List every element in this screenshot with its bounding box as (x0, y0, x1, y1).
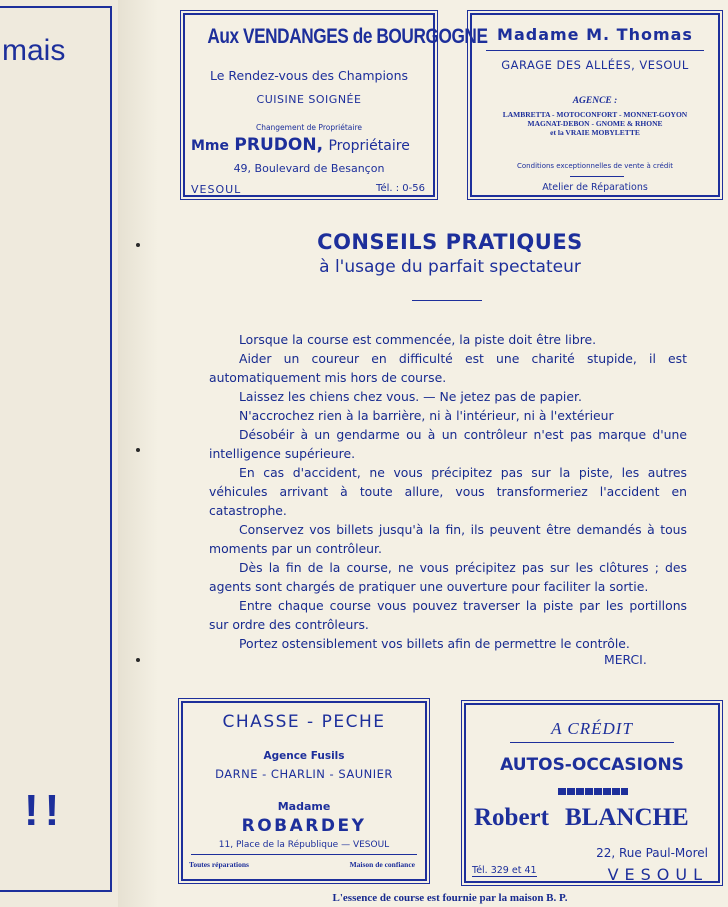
ad-madame-thomas (470, 13, 720, 197)
ad-brand-names: DARNE - CHARLIN - SAUNIER (215, 767, 393, 781)
ad-owner-last-name: BLANCHE (564, 804, 689, 831)
ad-vendanges-de-bourgogne (183, 13, 488, 197)
rule-paragraph: Dès la fin de la course, ne vous précipitez pas sur les clôtures ; des agents sont chargés de pratiquer une ouverture pour faciliter la sortie. (209, 560, 687, 594)
rule-paragraph: Entre chaque course vous pouvez traverser la piste par les portillons sur ordre des contrôleurs. (209, 598, 687, 632)
ad-proprietor-name: ROBARDEY (241, 816, 367, 836)
ad-agence: Agence Fusils (263, 750, 345, 762)
ad-city: VESOUL (607, 865, 708, 884)
ad-address: 11, Place de la République — VESOUL (218, 840, 390, 850)
ad-credit: A CRÉDIT (551, 719, 633, 738)
ad-brands-line: LAMBRETTA - MOTOCONFORT - MONNET-GOYON (502, 110, 688, 119)
ad-telephone: Tél. 329 et 41 (472, 865, 537, 876)
ad-owner-name (474, 804, 712, 832)
rule-paragraph: N'accrochez rien à la barrière, ni à l'intérieur, ni à l'extérieur (239, 408, 614, 423)
ad-title: CHASSE - PECHE (222, 712, 386, 732)
ad-divider (486, 50, 704, 51)
ad-title: Madame M. Thomas (497, 25, 693, 44)
footer-note: L'essence de course est fournie par la maison B. P. (332, 892, 568, 904)
ad-proprietor (191, 135, 429, 155)
ad-conditions: Conditions exceptionnelles de vente à crédit (517, 162, 673, 170)
previous-page-strip (0, 0, 119, 907)
ad-divider (191, 854, 417, 855)
ad-subtitle: Le Rendez-vous des Champions (209, 68, 409, 83)
binding-dot (136, 448, 140, 452)
ad-city: VESOUL (191, 183, 242, 196)
ad-telephone: Tél. : 0-56 (376, 183, 425, 194)
ad-robert-blanche (464, 703, 720, 883)
ad-credit-underline (510, 742, 674, 743)
notice-title-rule (412, 300, 482, 301)
ad-address: 22, Rue Paul-Morel (596, 846, 708, 860)
rule-paragraph: En cas d'accident, ne vous précipitez pas sur la piste, les autres véhicules arrivant à toute allure, vous transformeriez l'accident en catastrophe. (209, 465, 687, 518)
rule-paragraph: Laissez les chiens chez vous. — Ne jetez pas de papier. (239, 389, 582, 404)
notice-subtitle: à l'usage du parfait spectateur (319, 257, 581, 277)
ad-decorative-bar (558, 788, 628, 795)
previous-page-exclamation: !! (24, 786, 66, 835)
ad-proprietor-title: Madame (277, 800, 331, 813)
ad-owner-first-name: Robert (474, 804, 549, 831)
previous-page-border (0, 6, 112, 892)
notice-title: CONSEILS PRATIQUES (317, 230, 583, 254)
rule-paragraph: Conservez vos billets jusqu'à la fin, ils peuvent être demandés à tous moments par un contrôleur. (209, 522, 687, 556)
binding-dot (136, 658, 140, 662)
page-fold (118, 0, 158, 907)
rule-paragraph: Portez ostensiblement vos billets afin de permettre le contrôle. (239, 636, 630, 651)
rule-paragraph: Désobéir à un gendarme ou à un contrôleur n'est pas marque d'une intelligence supérieure. (209, 427, 687, 461)
ad-cuisine: CUISINE SOIGNÉE (256, 93, 362, 106)
ad-title: AUTOS-OCCASIONS (500, 755, 684, 775)
ad-short-divider (570, 176, 624, 177)
ad-proprietor-role: Propriétaire (328, 138, 410, 154)
ad-atelier: Atelier de Réparations (542, 182, 648, 193)
ad-garage: GARAGE DES ALLÉES, VESOUL (501, 58, 689, 72)
binding-dot (136, 243, 140, 247)
ad-proprietor-title: Mme (191, 138, 230, 154)
ad-brands-line: MAGNAT-DEBON - GNOME & RHONE (527, 119, 663, 128)
ad-address: 49, Boulevard de Besançon (233, 162, 385, 175)
ad-agence-label: AGENCE : (572, 96, 618, 106)
ad-change-note: Changement de Propriétaire (255, 123, 363, 132)
rule-paragraph: Lorsque la course est commencée, la piste doit être libre. (239, 332, 597, 347)
notice-merci: MERCI. (604, 652, 647, 667)
notice-rules (209, 330, 687, 653)
ad-left-note: Toutes réparations (189, 860, 249, 869)
ad-title: Aux VENDANGES de BOURGOGNE (207, 25, 488, 48)
rule-paragraph: Aider un coureur en difficulté est une charité stupide, il est automatiquement mis hors de course. (209, 351, 687, 385)
ad-right-note: Maison de confiance (349, 860, 415, 869)
ad-brands-line: et la VRAIE MOBYLETTE (550, 128, 640, 137)
previous-page-word: mais (2, 34, 66, 67)
ad-brands (472, 110, 718, 137)
ad-chasse-peche (181, 701, 427, 881)
ad-proprietor-name: PRUDON, (234, 135, 324, 155)
